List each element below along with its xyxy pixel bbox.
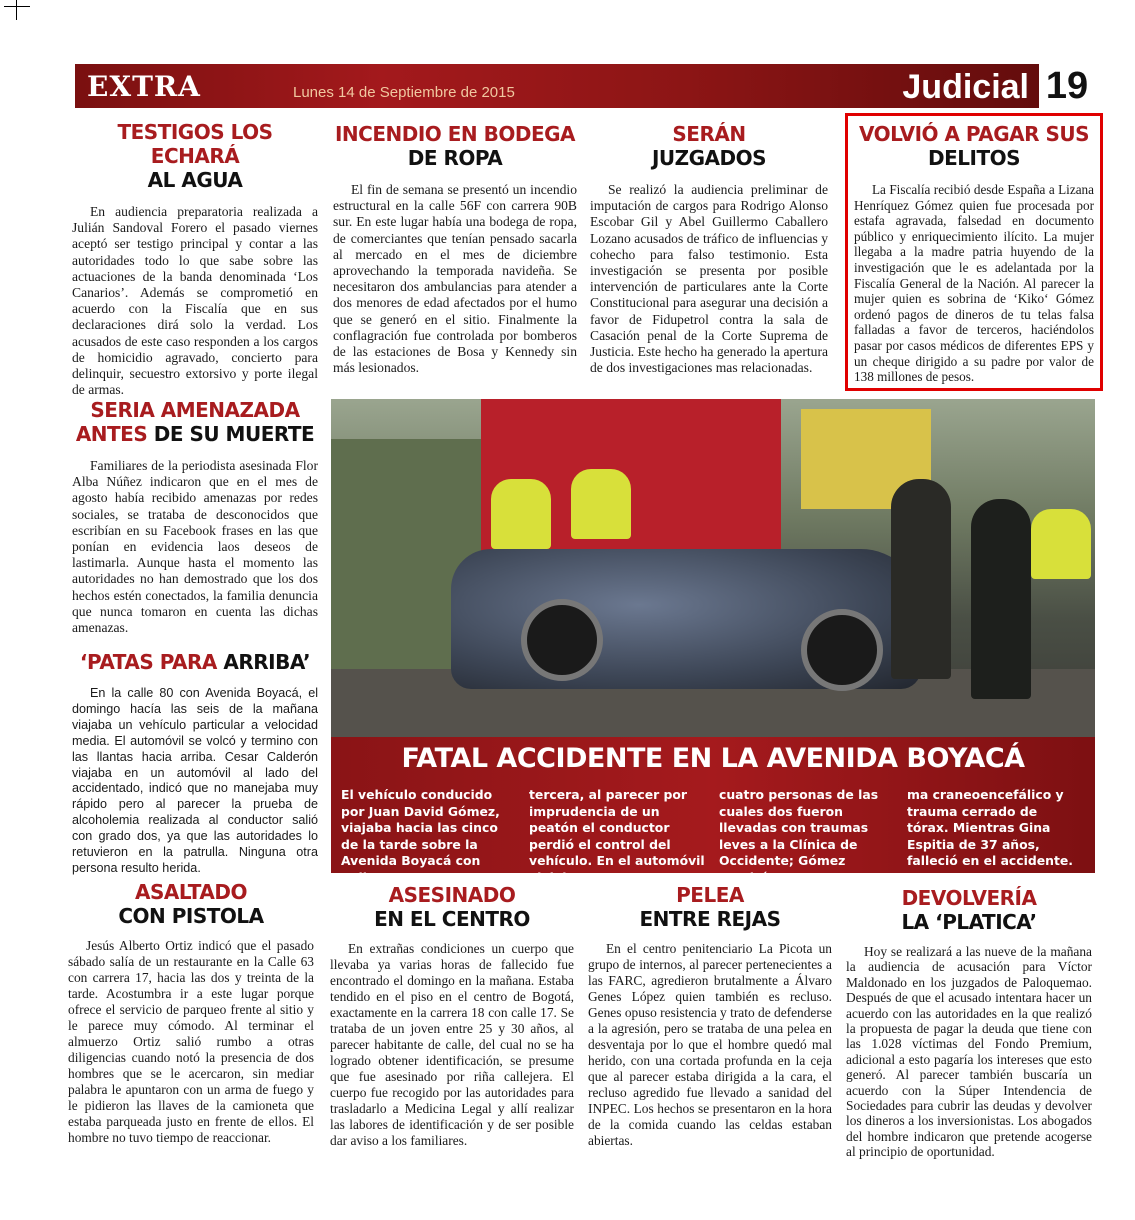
crop-mark-vertical: [16, 0, 17, 20]
article-asesinado: [330, 883, 574, 1149]
article-headline: TESTIGOS LOS ECHARÁ AL AGUA: [117, 120, 273, 192]
article-headline: DEVOLVERÍA LA ‘PLATICA’: [901, 886, 1037, 934]
article-body: En la calle 80 con Avenida Boyacá, el domingo hacía las seis de la mañana viajaba un vehículo particular a velocidad media. El automóvil se volcó y termino con las llantas hacia arriba. Cesar Calderón viajaba en un automóvil al lado del accidentado, indicó que no manejaba muy rápido pero al parecer la prueba de alcoholemia realizada al conductor salió con grado dos, ya que las autoridades lo retuvieron en la patrulla. Ninguna otra persona resulto herida.: [72, 686, 318, 875]
article-body: En el centro penitenciario La Picota un grupo de internos, al parecer pertenecientes a las FARC, agredieron brutalmente a Álvaro Genes López quien también es recluso. Genes opuso resistencia y trato de defenderse a la agresión, pero se trataba de una pelea en desventaja por lo que el hombre quedó mal herido, con una cortada profunda en la ceja que al parecer estaba dirigida a la cara, el recluso agredido fue llevado a sanidad del INPEC. Los hechos se presentaron en la hora de la comida cuando las celdas estaban abiertas.: [588, 941, 832, 1148]
article-headline: ‘PATAS PARA ARRIBA’: [79, 650, 311, 674]
article-body: El fin de semana se presentó un incendio estructural en la calle 56F con carrera 90B sur. En este lugar había una bodega de ropa, de comerciantes que tenían pensado sacarla al mercado en el mes de diciembre aprovechando la temporada navideña. Se necesitaron dos ambulancias para atender a dos menores de edad afectados por el humo que se generó en el sitio. Finalmente la conflagración fue controlada por bomberos de las estaciones de Bosa y Kennedy sin más lesionados.: [333, 182, 577, 376]
article-headline: INCENDIO EN BODEGA DE ROPA: [334, 122, 576, 170]
accident-caption-band: [331, 737, 1095, 885]
accident-text-col4: ma craneoencefálico y trauma cerrado de tórax. Mientras Gina Espitia de 37 años, falleció en el accidente.: [907, 787, 1073, 868]
accident-text-col1: El vehículo conducido por Juan David Gómez, viajaba hacia las cinco de la tarde sobre la Avenida Boyacá con Calle: [341, 787, 500, 885]
article-patas: [72, 650, 318, 877]
article-seran: [590, 122, 828, 376]
accident-headline: FATAL ACCIDENTE EN LA AVENIDA BOYACÁ: [401, 743, 1025, 774]
page-number: 19: [1039, 64, 1095, 108]
article-devolveria: [846, 886, 1092, 1160]
article-pelea: [588, 883, 832, 1149]
masthead: [75, 64, 1095, 108]
issue-date: Lunes 14 de Septiembre de 2015: [293, 84, 515, 101]
article-headline: VOLVIÓ A PAGAR SUS DELITOS: [858, 122, 1090, 170]
article-headline: PELEA ENTRE REJAS: [639, 883, 781, 931]
article-body: En extrañas condiciones un cuerpo que llevaba ya varias horas de fallecido fue encontrado el domingo en la mañana. Estaba tendido en el piso en el centro de Bogotá, exactamente en la carrera 18 con calle 17. Se trataba de un joven entre 25 y 30 años, al parecer habitante de calle, del cual no se ha logrado obtener identificación, se presume que fue asesinado por riña callejera. El cuerpo fue recogido por las autoridades para trasladarlo a Medicina Legal y allí realizar las labores de identificación y de ser posible dar aviso a los familiares.: [330, 941, 574, 1148]
article-body: Familiares de la periodista asesinada Flor Alba Núñez indicaron que en el mes de agosto había recibido amenazas por redes sociales, se trataba de desconocidos que escribían en su Facebook frases en las que ponían en evidencia laos deseos de lastimarla. Aunque hasta el momento las autoridades no han demostrado que los dos hechos estén conectados, la familia denuncia que nunca tomaron en cuenta las dichas amenazas.: [72, 458, 318, 636]
accident-photo: [331, 399, 1095, 737]
accident-text-col3: cuatro personas de las cuales dos fueron llevadas con traumas leves a la Clínica de Occidente; Gómez resultó con trau-: [719, 787, 879, 885]
article-incendio: [333, 122, 577, 376]
article-volvio: [845, 113, 1103, 391]
article-headline: SERÁN JUZGADOS: [651, 122, 767, 170]
article-body: Hoy se realizará a las nueve de la mañana la audiencia de acusación para Víctor Maldonado en los juzgados de Paloquemao. Después de que el acusado intentara hacer un acuerdo con las autoridades en la que realizó la propuesta de pagar la deuda que tiene con las 1.028 víctimas del Fondo Premium, adicional a esto pagaría los intereses que esto generó. Al parecer también buscaría un acuerdo con la Súper Intendencia de Sociedades para cubrir las deudas y devolver los dineros a los inversionistas. Los abogados del hombre indicaron que pretende acogerse al principio de oportunidad.: [846, 944, 1092, 1160]
article-headline: SERIA AMENAZADA ANTES DE SU MUERTE: [75, 398, 315, 446]
article-testigos: [72, 120, 318, 398]
section-title: Judicial: [902, 68, 1029, 106]
newspaper-logo: EXTRA: [87, 70, 201, 103]
article-body: En audiencia preparatoria realizada a Julián Sandoval Forero el pasado viernes aceptó ser testigo principal y contar a las autoridades todo lo que sabe sobre las actuaciones de la banda denominada ‘Los Canarios’. Además se comprometió en acuerdo con la Fiscalía que en sus declaraciones dirá solo la verdad. Los acusados de este caso responden a los cargos de homicidio agravado, concierto para delinquir, secuestro extorsivo y porte ilegal de armas.: [72, 204, 318, 398]
article-body: Jesús Alberto Ortiz indicó que el pasado sábado salía de un restaurante en la Calle 63 con carrera 17, hacia las dos y treinta de la tarde. Acostumbra ir a este lugar porque ofrece el servicio de parqueo frente al sitio y le parece muy cómodo. Al terminar el almuerzo Ortiz salió rumbo a otras diligencias cuando notó la presencia de dos hombres que se le acercaron, sin mediar palabra le apuntaron con un arma de fuego y le pidieron las llaves de la camioneta que estaba parqueada justo en frente de ellos. El hombre no tuvo tiempo de reaccionar.: [68, 938, 314, 1145]
accident-text-col2: tercera, al parecer por imprudencia de un peatón el conductor perdió el control del vehículo. En el automóvil viajaban: [529, 787, 705, 885]
crop-mark-horizontal: [4, 6, 30, 7]
article-asaltado: [68, 880, 314, 1146]
article-seria: [72, 398, 318, 636]
article-headline: ASESINADO EN EL CENTRO: [374, 883, 530, 931]
article-body: Se realizó la audiencia preliminar de imputación de cargos para Rodrigo Alonso Escobar Gil y Abel Guillermo Caballero Lozano acusados de tráfico de influencias y cohecho para falso testimonio. Esta investigación se presenta por posible intervención de particulares ante la Corte Constitucional para asegurar una decisión a favor de Fidupetrol contra la sala de Casación penal de la Corte Suprema de Justicia. Este hecho ha generado la apertura de dos investigaciones mas relacionadas.: [590, 182, 828, 376]
article-body: La Fiscalía recibió desde España a Lizana Henríquez Gómez quien fue procesada por estafa agravada, falsedad en documento público y enriquecimiento ilícito. La mujer llegaba a la madre patria huyendo de la investigación que le es adelantada por la Fiscalía General de la Nación. Al parecer la mujer quien es sobrina de ‘Kiko‘ Gómez ordenó pagos de dineros de tu telas falsa falladas a favor de terceros, haciéndolos pasar por casos médicos de diferentes EPS y un cheque dirigido a su padre por valor de 138 millones de pesos.: [854, 182, 1094, 385]
article-headline: ASALTADO CON PISTOLA: [118, 880, 264, 928]
